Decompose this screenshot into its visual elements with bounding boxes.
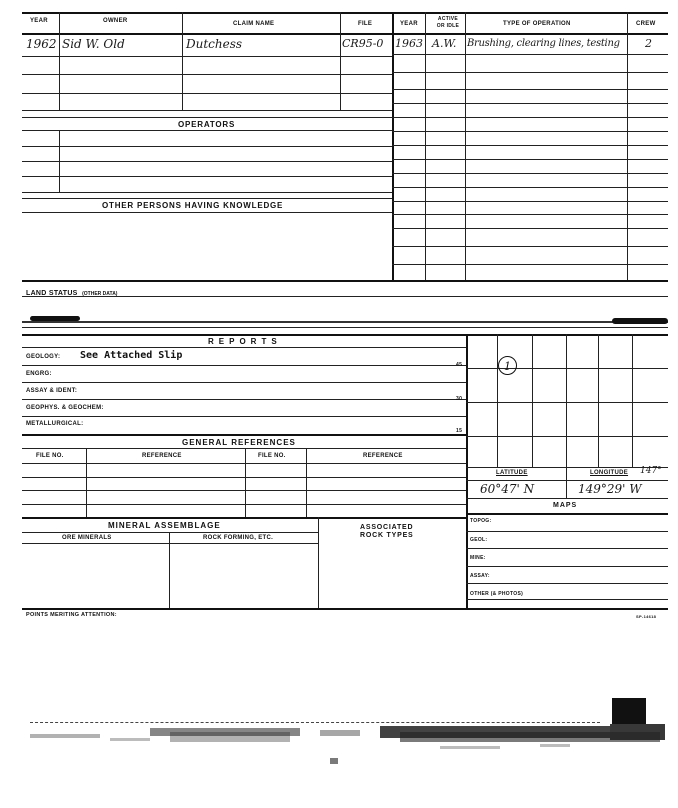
maps-other: OTHER (& PHOTOS) [470, 591, 524, 597]
ref-reference-1: REFERENCE [142, 453, 182, 459]
geology-label: GEOLOGY: [26, 354, 61, 360]
mineral-assemblage-heading: MINERAL ASSEMBLAGE [108, 521, 221, 530]
header-owner: OWNER [103, 18, 128, 24]
land-status-heading: LAND STATUS [26, 290, 78, 297]
entry-file: CR95-0 [342, 37, 384, 50]
maps-heading: MAPS [553, 502, 578, 509]
operators-heading: OPERATORS [178, 120, 236, 129]
reports-heading: REPORTS [208, 337, 282, 346]
maps-mine: MINE: [470, 555, 486, 561]
general-references-heading: GENERAL REFERENCES [182, 438, 296, 447]
column-number-45: 45 [456, 362, 463, 368]
header-type-operation: TYPE OF OPERATION [503, 21, 571, 27]
assay-ident-label: ASSAY & IDENT: [26, 388, 78, 394]
ref-reference-2: REFERENCE [363, 453, 403, 459]
latitude-value: 60°47' N [480, 482, 535, 496]
metallurgical-label: METALLURGICAL: [26, 421, 84, 427]
entry-crew: 2 [645, 37, 652, 50]
entry-year: 1962 [26, 37, 57, 51]
entry-op-year: 1963 [395, 37, 423, 50]
geology-value: See Attached Slip [80, 350, 183, 361]
header-year2: YEAR [400, 21, 418, 27]
entry-operation: Brushing, clearing lines, testing [467, 38, 620, 49]
header-year: YEAR [30, 18, 48, 24]
form-number: SP-14618 [636, 614, 657, 619]
ore-minerals-label: ORE MINERALS [62, 535, 112, 541]
geophys-label: GEOPHYS. & GEOCHEM: [26, 405, 104, 411]
engrg-label: ENGRG: [26, 371, 52, 377]
associated-rock-types-2: ROCK TYPES [360, 532, 414, 539]
ref-file-no-2: FILE NO. [258, 453, 286, 459]
longitude-extra: 147° [640, 466, 662, 476]
longitude-label: LONGITUDE [590, 470, 629, 476]
other-persons-heading: OTHER PERSONS HAVING KNOWLEDGE [102, 201, 284, 210]
ref-file-no-1: FILE NO. [36, 453, 64, 459]
column-number-15: 15 [456, 428, 463, 434]
entry-active-idle: A.W. [432, 37, 457, 50]
header-file: FILE [358, 21, 373, 27]
maps-assay: ASSAY: [470, 573, 490, 579]
column-number-30: 30 [456, 396, 463, 402]
header-active: ACTIVE [437, 16, 459, 22]
latitude-label: LATITUDE [496, 470, 528, 476]
associated-rock-types-1: ASSOCIATED [360, 524, 414, 531]
grid-marker: 1 [498, 356, 517, 375]
maps-topog: TOPOG: [470, 518, 492, 524]
scan-smear [612, 318, 668, 324]
entry-claim-name: Dutchess [186, 37, 243, 51]
longitude-value: 149°29' W [578, 482, 642, 496]
header-crew: CREW [636, 21, 656, 27]
rock-forming-label: ROCK FORMING, ETC. [203, 535, 274, 541]
maps-geol: GEOL: [470, 537, 488, 543]
land-status-note: (OTHER DATA) [82, 291, 118, 297]
header-claim-name: CLAIM NAME [233, 21, 275, 27]
header-or-idle: OR IDLE [436, 23, 460, 29]
entry-owner: Sid W. Old [62, 37, 125, 51]
scan-noise [0, 718, 678, 778]
points-meriting-attention: POINTS MERITING ATTENTION: [26, 612, 117, 618]
